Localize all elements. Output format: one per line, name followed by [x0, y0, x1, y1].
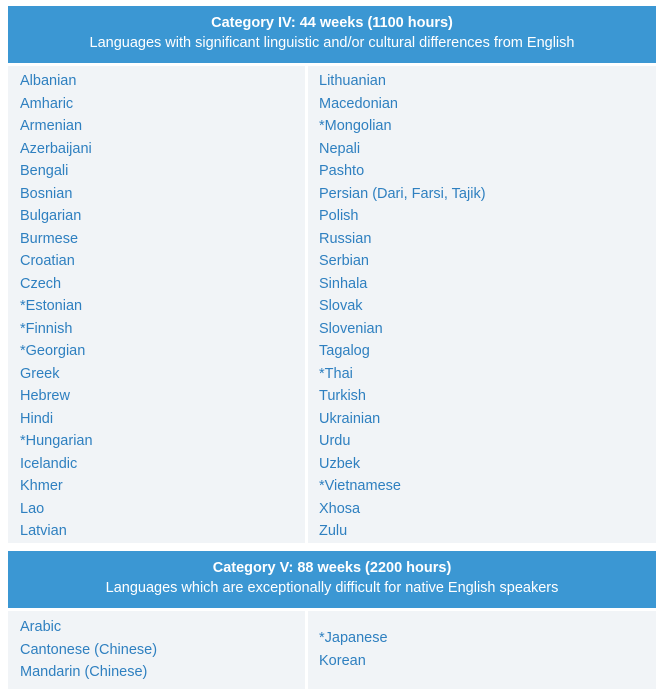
- language-link[interactable]: Khmer: [20, 478, 63, 494]
- category-v-left-list: [20, 616, 157, 684]
- language-link[interactable]: Hebrew: [20, 388, 70, 404]
- language-link[interactable]: Slovenian: [319, 320, 383, 337]
- language-link[interactable]: *Estonian: [20, 298, 83, 314]
- language-link[interactable]: Bosnian: [20, 185, 73, 202]
- language-link[interactable]: Serbian: [319, 253, 369, 269]
- language-link[interactable]: Macedonian: [319, 95, 398, 112]
- language-link[interactable]: Lithuanian: [319, 73, 386, 89]
- language-link[interactable]: Latvian: [20, 523, 67, 539]
- language-link[interactable]: Korean: [319, 652, 366, 669]
- language-link[interactable]: *Thai: [319, 365, 353, 382]
- language-link[interactable]: Cantonese (Chinese): [20, 641, 158, 658]
- language-link[interactable]: Zulu: [319, 523, 348, 539]
- language-link[interactable]: *Japanese: [319, 630, 388, 646]
- category-iv-title: Category IV: 44 weeks (1100 hours): [211, 15, 453, 31]
- language-link[interactable]: Greek: [20, 365, 60, 382]
- language-link[interactable]: Urdu: [319, 433, 351, 449]
- category-v-subtitle: Languages which are exceptionally difficult for native English speakers: [105, 580, 559, 596]
- language-link[interactable]: Mandarin (Chinese): [20, 664, 148, 680]
- category-v-header: [8, 551, 656, 608]
- category-iv-right-column: [308, 66, 656, 543]
- category-iv-header: [8, 6, 656, 63]
- language-link[interactable]: Hindi: [20, 410, 54, 427]
- language-link[interactable]: Icelandic: [20, 455, 78, 472]
- language-link[interactable]: Uzbek: [319, 455, 361, 472]
- language-link[interactable]: Xhosa: [319, 500, 361, 517]
- language-link[interactable]: Pashto: [319, 163, 365, 179]
- language-link[interactable]: Nepali: [319, 140, 361, 157]
- language-link[interactable]: Croatian: [20, 253, 75, 269]
- category-v-title: Category V: 88 weeks (2200 hours): [212, 560, 452, 576]
- language-link[interactable]: Czech: [20, 275, 62, 292]
- language-link[interactable]: Polish: [319, 208, 359, 224]
- category-iv-body: [8, 66, 656, 543]
- language-link[interactable]: Ukrainian: [319, 410, 381, 427]
- language-link[interactable]: Amharic: [20, 95, 74, 112]
- language-link[interactable]: Tagalog: [319, 343, 370, 359]
- language-link[interactable]: *Finnish: [20, 320, 73, 337]
- language-link[interactable]: Armenian: [20, 118, 83, 134]
- category-iv-left-column: [8, 66, 305, 543]
- language-link[interactable]: Sinhala: [319, 275, 368, 292]
- language-link[interactable]: Arabic: [20, 619, 62, 635]
- language-link[interactable]: *Mongolian: [319, 118, 392, 134]
- language-link[interactable]: Bulgarian: [20, 208, 82, 224]
- category-iv-left-list: [20, 70, 93, 543]
- language-link[interactable]: Slovak: [319, 298, 363, 314]
- category-v-right-column: [308, 611, 656, 689]
- language-link[interactable]: *Vietnamese: [319, 478, 401, 494]
- category-iv-subtitle: Languages with significant linguistic and/or cultural differences from English: [89, 35, 575, 51]
- category-v-left-column: [8, 611, 305, 689]
- language-link[interactable]: Russian: [319, 230, 372, 247]
- category-v-body: [8, 611, 656, 689]
- language-link[interactable]: *Georgian: [20, 343, 86, 359]
- category-v-right-list: [319, 627, 388, 672]
- language-link[interactable]: Lao: [20, 500, 45, 517]
- language-link[interactable]: Turkish: [319, 388, 366, 404]
- language-link[interactable]: Bengali: [20, 163, 69, 179]
- language-link[interactable]: Azerbaijani: [20, 140, 92, 157]
- category-iv-right-list: [319, 70, 486, 543]
- language-link[interactable]: Persian (Dari, Farsi, Tajik): [319, 185, 486, 202]
- language-link[interactable]: *Hungarian: [20, 433, 93, 449]
- language-link[interactable]: Albanian: [20, 73, 77, 89]
- language-link[interactable]: Burmese: [20, 230, 79, 247]
